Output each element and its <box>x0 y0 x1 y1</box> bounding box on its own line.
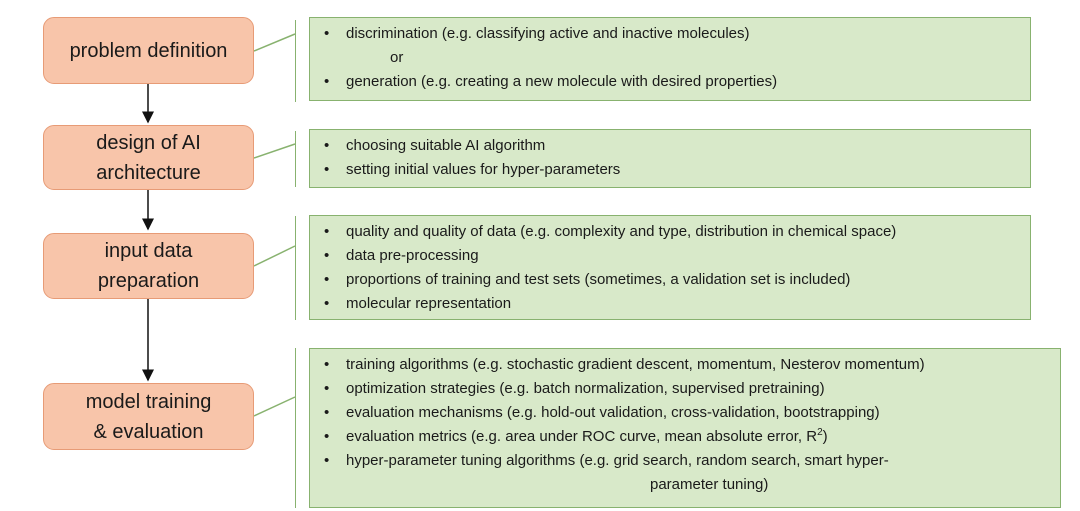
detail-item: • setting initial values for hyper-parameters <box>320 158 1020 182</box>
detail-item: • choosing suitable AI algorithm <box>320 134 1020 158</box>
detail-item-continuation: parameter tuning) <box>650 476 769 493</box>
detail-item: • discrimination (e.g. classifying active and inactive molecules) <box>320 22 1020 46</box>
step-problem-definition <box>43 17 254 84</box>
connector-problem <box>254 34 295 51</box>
step-label: problem definition <box>69 39 228 62</box>
details-model-training <box>309 348 1061 508</box>
step-label: input data <box>104 240 193 262</box>
detail-item: • data pre-processing <box>320 244 1020 268</box>
detail-item: • optimization strategies (e.g. batch normalization, supervised pretraining) <box>320 377 1050 401</box>
or-connector: or <box>390 49 404 66</box>
metrics-superscript: 2 <box>817 427 823 438</box>
detail-item: • molecular representation <box>320 292 1020 316</box>
details-input-data <box>309 215 1031 320</box>
detail-item-metrics <box>320 425 1050 449</box>
connector-architecture <box>254 144 295 158</box>
step-label: preparation <box>97 270 200 292</box>
metrics-close: ) <box>822 428 828 445</box>
metrics-text: evaluation metrics (e.g. area under ROC curve, mean absolute error, R <box>346 428 818 445</box>
step-ai-architecture <box>43 125 254 190</box>
step-model-training <box>43 383 254 450</box>
step-label: design of AI <box>96 131 201 154</box>
step-input-data-preparation <box>43 233 254 299</box>
connector-training <box>254 397 295 416</box>
details-problem-definition <box>309 17 1031 101</box>
step-label: model training <box>85 390 212 413</box>
detail-item: • training algorithms (e.g. stochastic gradient descent, momentum, Nesterov momentum) <box>320 353 1050 377</box>
bracket-training <box>295 348 296 508</box>
step-label: & evaluation <box>93 420 204 443</box>
connector-data <box>254 246 295 266</box>
details-ai-architecture <box>309 129 1031 188</box>
bracket-architecture <box>295 131 296 187</box>
step-label: architecture <box>96 161 201 184</box>
bracket-problem <box>295 20 296 102</box>
detail-item: • hyper-parameter tuning algorithms (e.g. grid search, random search, smart hyper- <box>320 449 1050 473</box>
detail-item: • proportions of training and test sets (sometimes, a validation set is included) <box>320 268 1020 292</box>
detail-item: • generation (e.g. creating a new molecule with desired properties) <box>320 70 1020 94</box>
detail-item: • evaluation mechanisms (e.g. hold-out validation, cross-validation, bootstrapping) <box>320 401 1050 425</box>
detail-item: • quality and quality of data (e.g. complexity and type, distribution in chemical space) <box>320 220 1020 244</box>
bracket-data <box>295 216 296 320</box>
